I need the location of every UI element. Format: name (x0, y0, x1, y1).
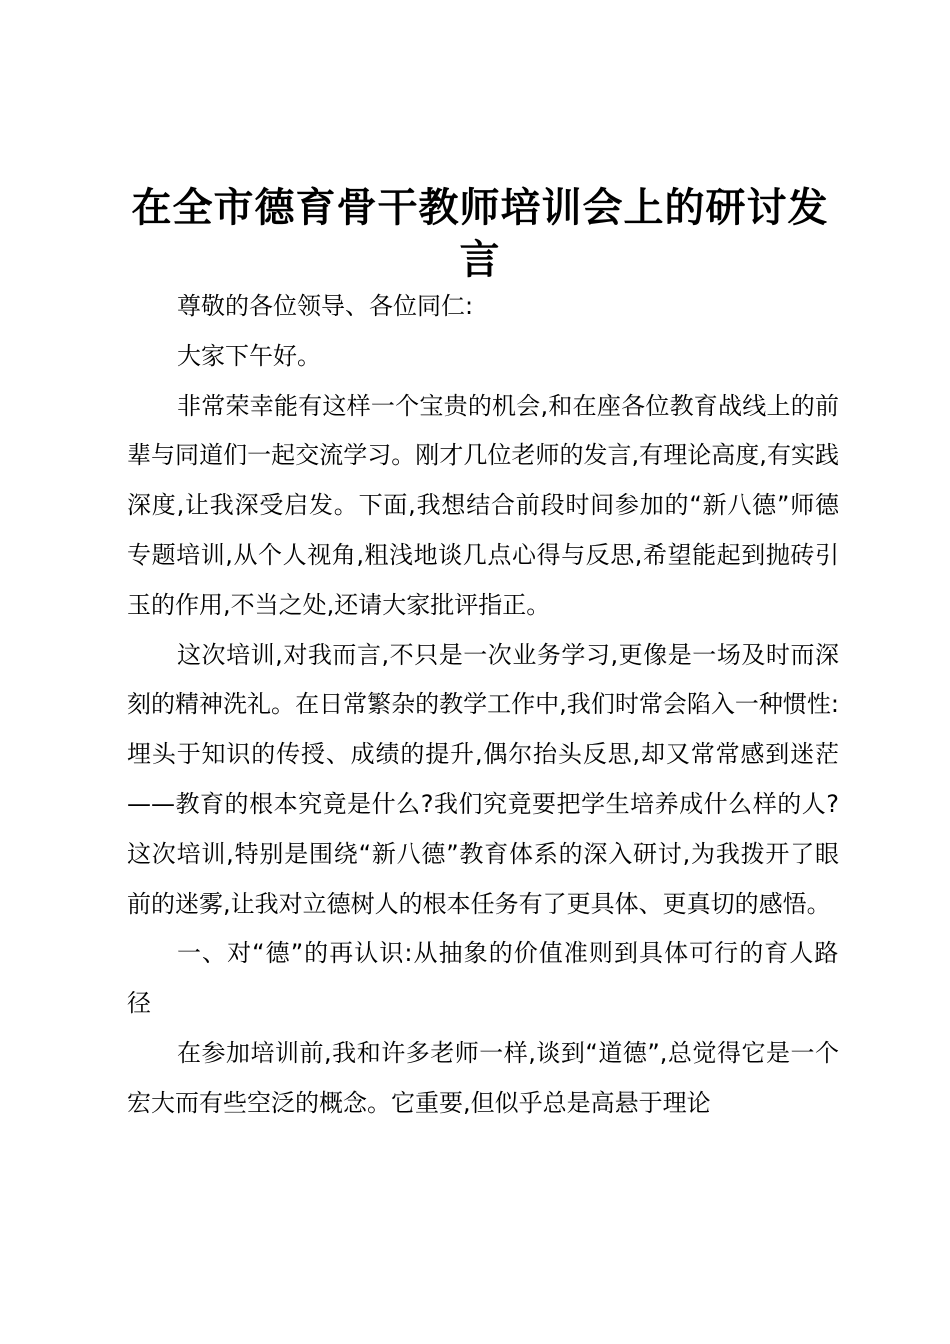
paragraph-section-1: 在参加培训前,我和许多老师一样,谈到“道德”,总觉得它是一个宏大而有些空泛的概念。它重要,但似乎总是高悬于理论 (127, 1038, 839, 1117)
paragraph-intro: 非常荣幸能有这样一个宝贵的机会,和在座各位教育战线上的前辈与同道们一起交流学习。刚才几位老师的发言,有理论高度,有实践深度,让我深受启发。下面,我想结合前段时间参加的“新八德”师德专题培训,从个人视角,粗浅地谈几点心得与反思,希望能起到抛砖引玉的作用,不当之处,还请大家批评指正。 (127, 391, 839, 619)
paragraph-training: 这次培训,对我而言,不只是一次业务学习,更像是一场及时而深刻的精神洗礼。在日常繁杂的教学工作中,我们时常会陷入一种惯性:埋头于知识的传授、成绩的提升,偶尔抬头反思,却又常常感到迷茫——教育的根本究竟是什么?我们究竟要把学生培养成什么样的人?这次培训,特别是围绕“新八德”教育体系的深入研讨,为我拨开了眼前的迷雾,让我对立德树人的根本任务有了更具体、更真切的感悟。 (127, 640, 839, 918)
greeting: 大家下午好。 (177, 341, 321, 370)
document-title: 在全市德育骨干教师培训会上的研讨发言 (131, 185, 829, 283)
document-body (127, 282, 839, 1129)
section-heading-1: 一、对“德”的再认识:从抽象的价值准则到具体可行的育人路径 (127, 939, 839, 1018)
salutation: 尊敬的各位领导、各位同仁: (177, 292, 474, 320)
